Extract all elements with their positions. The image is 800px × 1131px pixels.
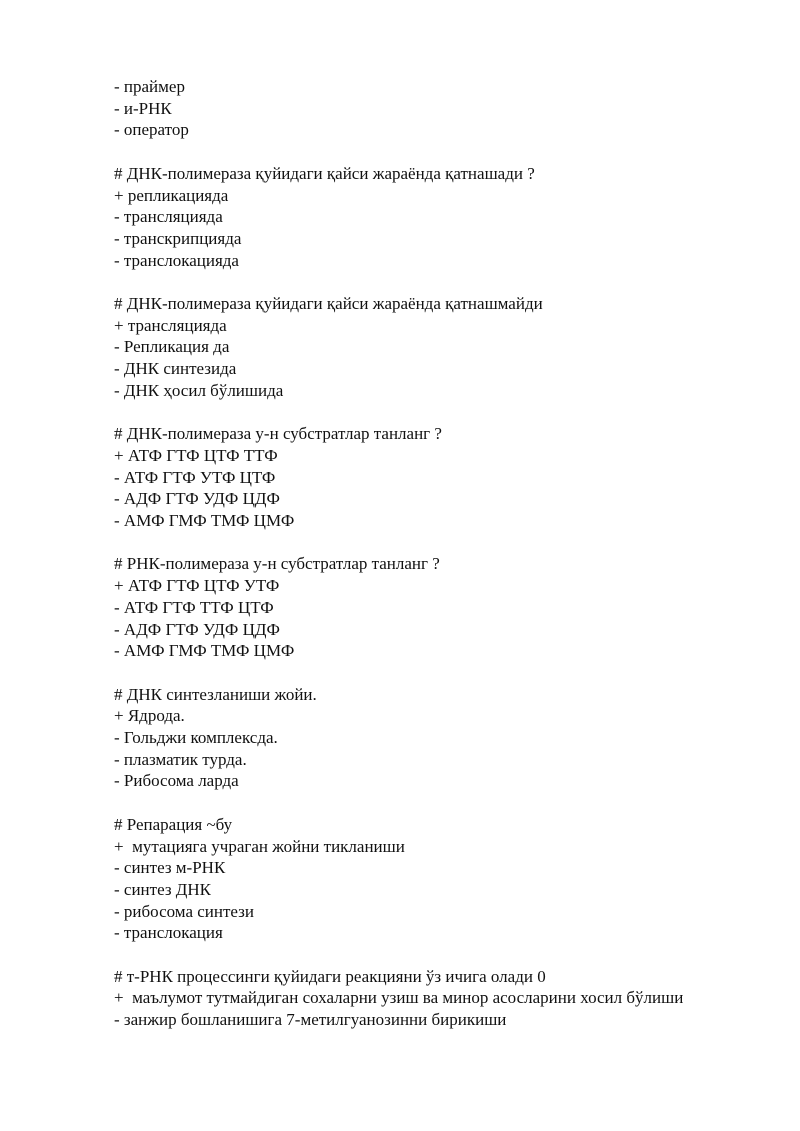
answer-option: - Гольджи комплексда. bbox=[114, 728, 278, 748]
answer-option: - праймер bbox=[114, 77, 185, 96]
answer-option: - занжир бошланишига 7-метилгуанозинни бирикиши bbox=[114, 1010, 507, 1030]
answer-option: - рибосома синтези bbox=[114, 901, 254, 921]
question-text: # ДНК синтезланиши жойи. bbox=[114, 684, 317, 704]
correct-answer: + мутацияга учраган жойни тикланиши bbox=[114, 836, 405, 856]
answer-option: - транслокацияда bbox=[114, 250, 239, 270]
correct-answer: + маълумот тутмайдиган сохаларни узиш ва минор асосларини хосил бўлиши bbox=[114, 988, 684, 1008]
answer-option: - АМФ ГМФ ТМФ ЦМФ bbox=[114, 641, 295, 661]
document-page bbox=[114, 76, 714, 1031]
answer-option: - Репликация да bbox=[114, 337, 230, 357]
question-text: # ДНК-полимераза қуйидаги қайси жараёнда қатнашади ? bbox=[114, 163, 535, 183]
answer-option: - трансляцияда bbox=[114, 207, 223, 227]
correct-answer: + АТФ ГТФ ЦТФ ТТФ bbox=[114, 445, 278, 465]
question-block bbox=[114, 293, 714, 402]
answer-option: - оператор bbox=[114, 120, 189, 140]
answer-option: - транслокация bbox=[114, 923, 223, 943]
question-block bbox=[114, 163, 714, 272]
answer-option: - транскрипцияда bbox=[114, 228, 242, 248]
correct-answer: + АТФ ГТФ ЦТФ УТФ bbox=[114, 576, 280, 596]
answer-option: - синтез ДНК bbox=[114, 879, 212, 899]
question-block bbox=[114, 423, 714, 532]
question-block bbox=[114, 814, 714, 944]
answer-option: - АТФ ГТФ УТФ ЦТФ bbox=[114, 467, 276, 487]
answer-option: - АТФ ГТФ ТТФ ЦТФ bbox=[114, 597, 274, 617]
answer-option: - АДФ ГТФ УДФ ЦДФ bbox=[114, 489, 280, 509]
question-text: # т-РНК процессинги қуйидаги реакцияни ўз ичига олади 0 bbox=[114, 966, 546, 986]
question-block bbox=[114, 684, 714, 793]
question-text: # РНК-полимераза у-н субстратлар танланг ? bbox=[114, 554, 440, 574]
answer-option: - плазматик турда. bbox=[114, 749, 247, 769]
answer-option: - АДФ ГТФ УДФ ЦДФ bbox=[114, 619, 280, 639]
answer-option: - ДНК синтезида bbox=[114, 359, 237, 379]
answer-option: - синтез м-РНК bbox=[114, 858, 226, 878]
question-text: # ДНК-полимераза у-н субстратлар танланг ? bbox=[114, 424, 442, 444]
correct-answer: + трансляцияда bbox=[114, 315, 227, 335]
question-block bbox=[114, 553, 714, 662]
answer-option: - ДНК ҳосил бўлишида bbox=[114, 380, 284, 400]
answer-block-continued bbox=[114, 76, 714, 141]
answer-option: - АМФ ГМФ ТМФ ЦМФ bbox=[114, 511, 295, 531]
question-text: # ДНК-полимераза қуйидаги қайси жараёнда қатнашмайди bbox=[114, 294, 543, 313]
question-text: # Репарация ~бу bbox=[114, 814, 233, 834]
correct-answer: + Ядрода. bbox=[114, 706, 185, 726]
answer-option: - Рибосома ларда bbox=[114, 771, 239, 791]
question-block bbox=[114, 966, 714, 1031]
answer-option: - и-РНК bbox=[114, 98, 172, 118]
correct-answer: + репликацияда bbox=[114, 185, 229, 205]
